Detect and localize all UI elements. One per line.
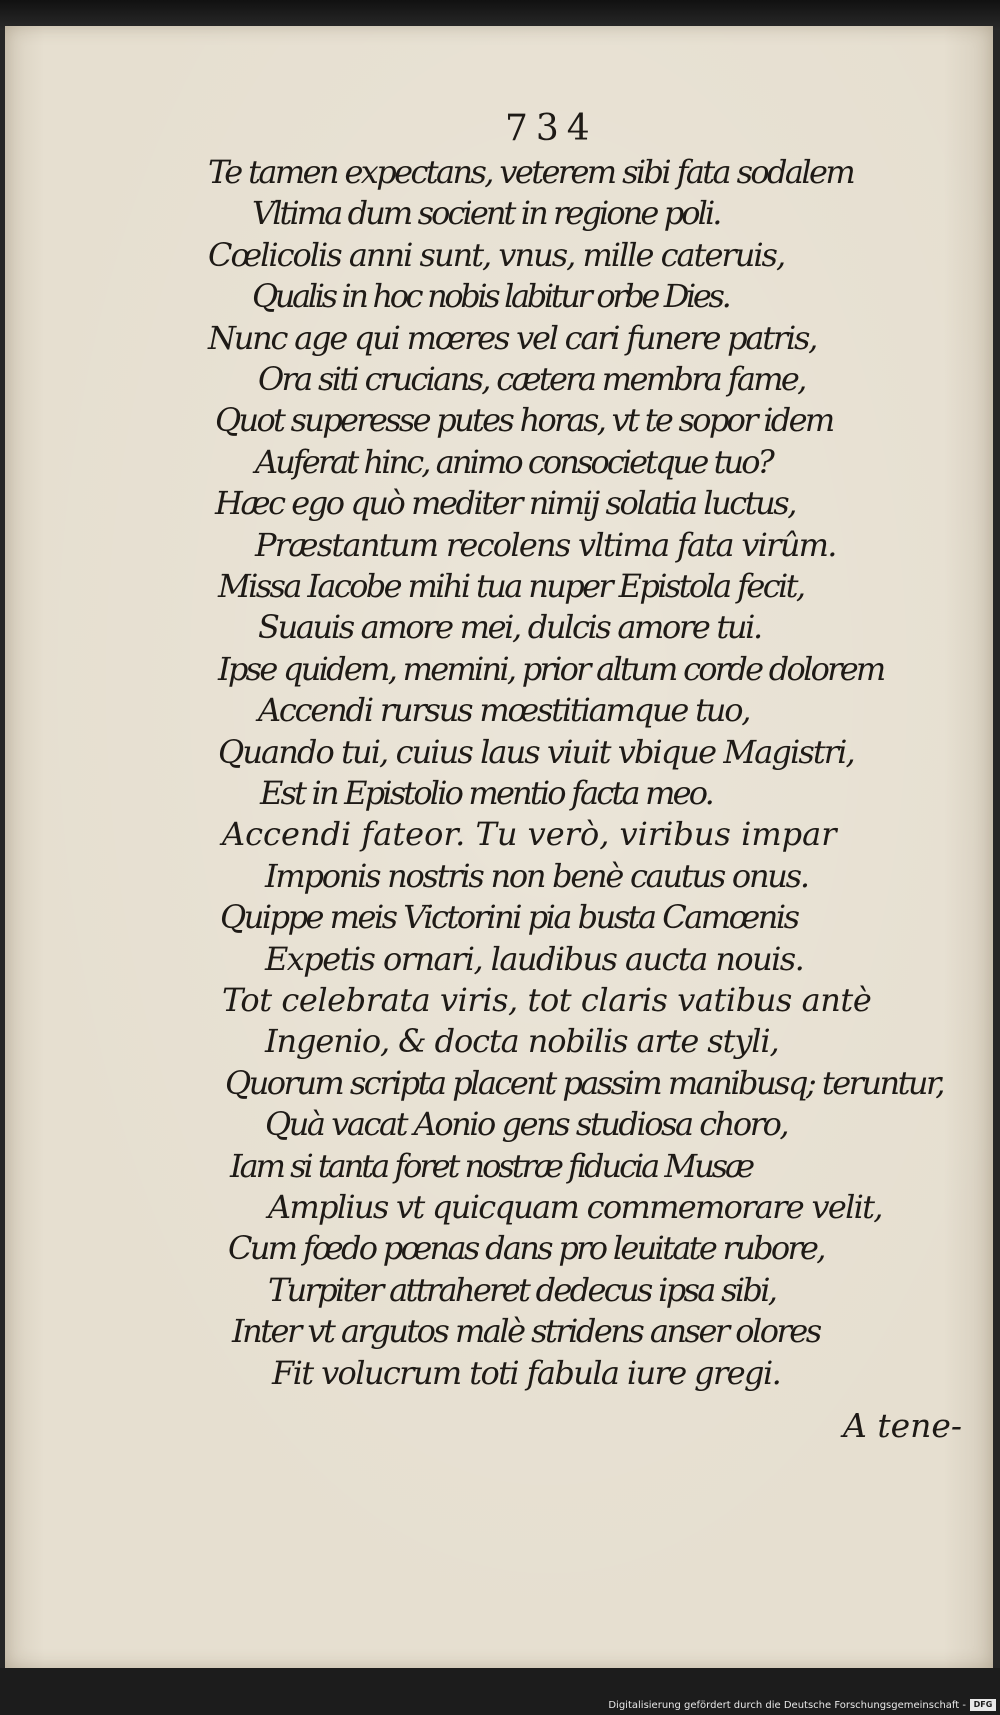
verse-line: Iam si tanta foret nostræ fiducia Musæ bbox=[230, 1147, 753, 1185]
verse-line: Cum fœdo pœnas dans pro leuitate rubore, bbox=[228, 1229, 824, 1267]
verse-line: Turpiter attraheret dedecus ipsa sibi, bbox=[268, 1271, 776, 1309]
verse-line: Hæc ego quò mediter nimij solatia luctus, bbox=[215, 484, 795, 522]
verse-line: Qualis in hoc nobis labitur orbe Dies. bbox=[252, 277, 729, 315]
verse-line: Ipse quidem, memini, prior altum corde dolorem bbox=[218, 650, 884, 688]
dfg-logo-icon: DFG bbox=[970, 1699, 996, 1711]
verse-line: Ingenio, & docta nobilis arte styli, bbox=[265, 1022, 779, 1060]
catchword: A tene- bbox=[843, 1406, 963, 1445]
verse-line: Suauis amore mei, dulcis amore tui. bbox=[258, 608, 761, 646]
verse-line: Quando tui, cuius laus viuit vbique Magistri, bbox=[218, 733, 854, 771]
verse-line: Nunc age qui mœres vel cari funere patris, bbox=[208, 319, 817, 357]
verse-line: Accendi rursus mœstitiamque tuo, bbox=[258, 691, 750, 729]
verse-line: Cœlicolis anni sunt, vnus, mille cateruis, bbox=[208, 236, 785, 274]
verse-line: Quippe meis Victorini pia busta Camœnis bbox=[220, 898, 798, 936]
verse-line: Inter vt argutos malè stridens anser olores bbox=[232, 1312, 820, 1350]
verse-line: Imponis nostris non benè cautus onus. bbox=[265, 857, 808, 895]
page-number: 734 bbox=[505, 108, 598, 149]
digitization-credit: Digitalisierung gefördert durch die Deutsche Forschungsgemeinschaft - bbox=[608, 1700, 966, 1711]
verse-line: Quorum scripta placent passim manibusq; teruntur, bbox=[225, 1064, 943, 1102]
verse-line: Accendi fateor. Tu verò, viribus impar bbox=[222, 815, 837, 853]
verse-line: Est in Epistolio mentio facta meo. bbox=[260, 774, 713, 812]
verse-line: Tot celebrata viris, tot claris vatibus antè bbox=[222, 981, 872, 1019]
verse-line: Te tamen expectans, veterem sibi fata sodalem bbox=[208, 153, 854, 191]
verse-line: Amplius vt quicquam commemorare velit, bbox=[268, 1188, 882, 1226]
verse-line: Expetis ornari, laudibus aucta nouis. bbox=[265, 940, 804, 978]
verse-line: Quot superesse putes horas, vt te sopor idem bbox=[215, 401, 833, 439]
verse-line: Vltima dum socient in regione poli. bbox=[252, 194, 720, 232]
verse-line: Missa Iacobe mihi tua nuper Epistola fecit, bbox=[218, 567, 804, 605]
verse-line: Quà vacat Aonio gens studiosa choro, bbox=[265, 1105, 788, 1143]
verse-line: Ora siti crucians, cætera membra fame, bbox=[258, 360, 805, 398]
verse-line: Fit volucrum toti fabula iure gregi. bbox=[272, 1354, 781, 1392]
verse-line: Auferat hinc, animo consocietque tuo? bbox=[255, 443, 772, 481]
verse-line: Præstantum recolens vltima fata virûm. bbox=[255, 526, 836, 564]
